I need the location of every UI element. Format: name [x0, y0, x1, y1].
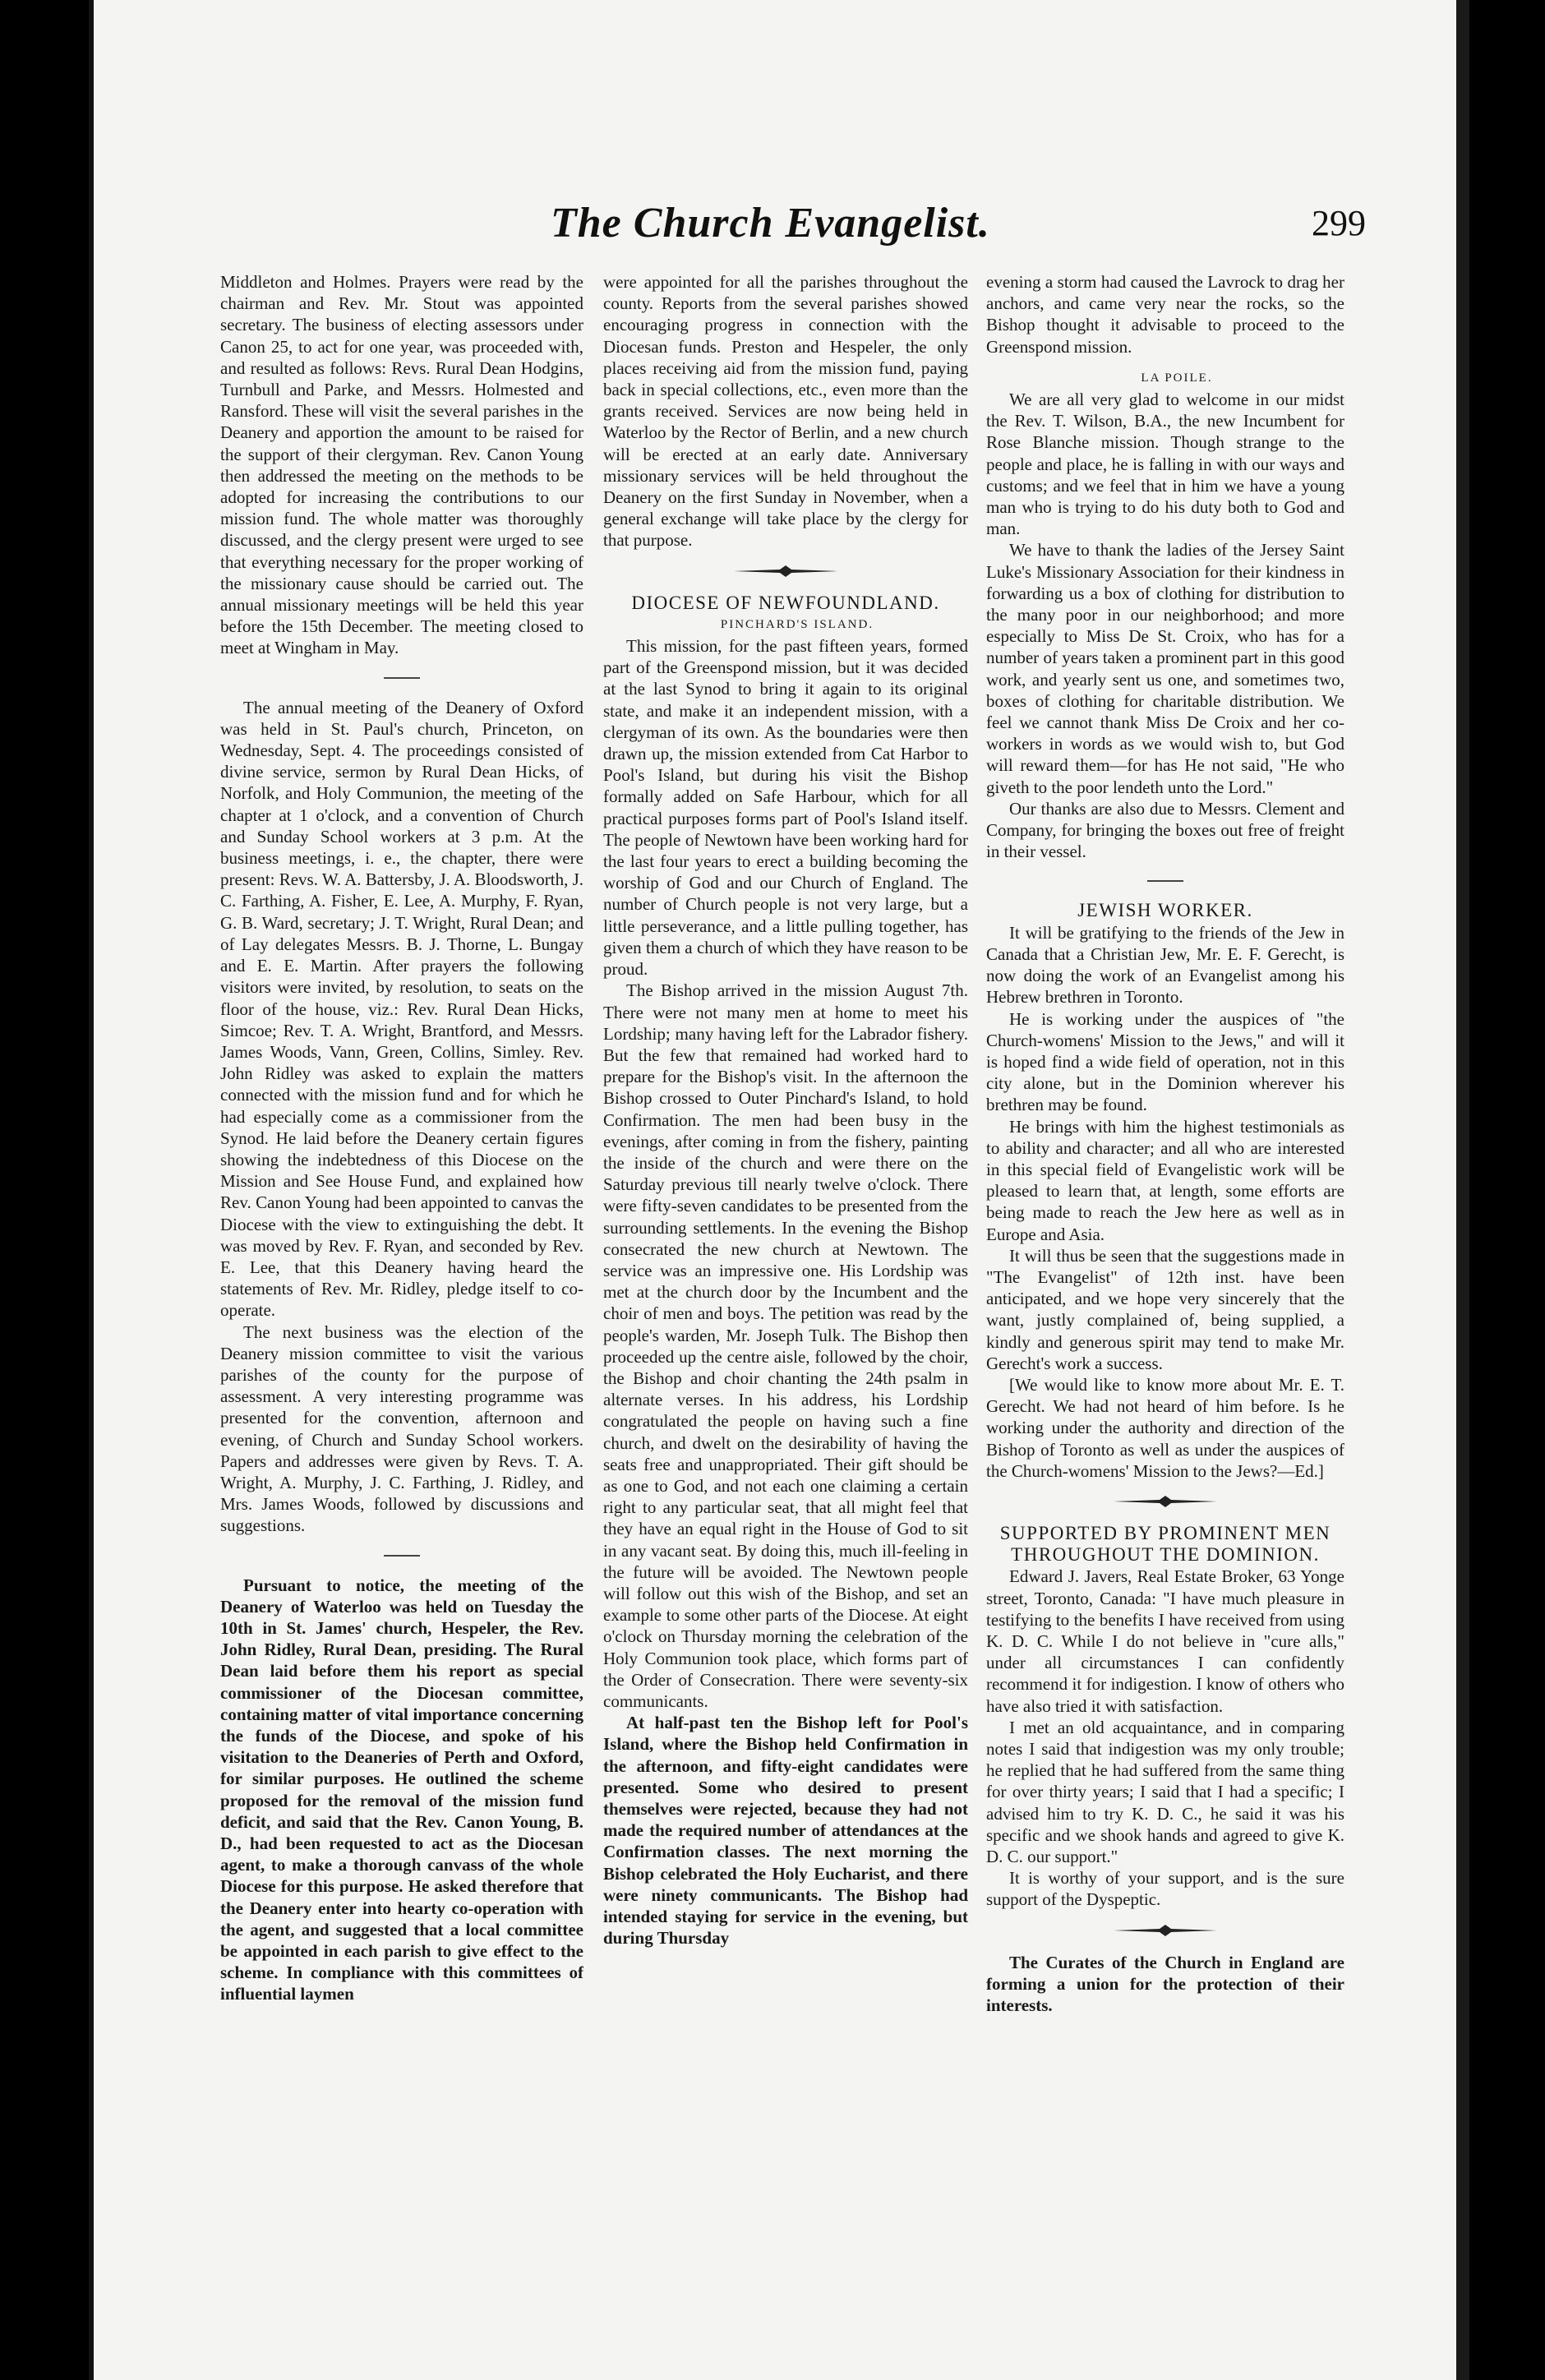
section-divider	[384, 1555, 420, 1557]
article-paragraph: It is worthy of your support, and is the sure support of the Dyspeptic.	[986, 1868, 1344, 1910]
article-paragraph: evening a storm had caused the Lavrock to drag her anchors, and came very near the rocks, so the Bishop thought it advisable to proceed to the Greenspond mission.	[986, 272, 1344, 357]
article-paragraph: This mission, for the past fifteen years, formed part of the Greenspond mission, but it was decided at the last Synod to bring it again to its original state, and make it an independent mission, with a clergyman of its own. As the boundaries were then drawn up, the mission extended from Cat Harbor to Pool's Island, but during his visit the Bishop formally added on Safe Harbour, which for all practical purposes forms part of Pool's Island itself. The people of Newtown have been working hard for the last four years to erect a building becoming the worship of God and our Church of England. The number of Church people is not very large, but a little perseverance, and a little pulling together, has given them a church of which they have reason to be proud.	[603, 636, 968, 980]
section-heading: SUPPORTED BY PROMINENT MEN THROUGHOUT THE DOMINION.	[999, 1522, 1331, 1566]
article-paragraph: At half-past ten the Bishop left for Pool's Island, where the Bishop held Confirmation in the afternoon, and fifty-eight candidates were presented. Some who desired to present themselves were rejected, because they had not made the required number of attendances at the Confirmation classes. The next morning the Bishop celebrated the Holy Eucharist, and there were ninety communicants. The Bishop had intended staying for service in the evening, but during Thursday	[603, 1713, 968, 1949]
article-paragraph: Middleton and Holmes. Prayers were read by the chairman and Rev. Mr. Stout was appointed secretary. The business of electing assessors under Canon 25, to act for one year, was proceeded with, and resulted as follows: Revs. Rural Dean Hodgins, Turnbull and Parke, and Messrs. Holmested and Ransford. These will visit the several parishes in the Deanery and apportion the amount to be raised for the support of their clergyman. Rev. Canon Young then addressed the meeting on the methods to be adopted for increasing the contributions to our mission fund. The whole matter was thoroughly discussed, and the clergy present were urged to see that everything necessary for the proper working of the missionary cause should be carried out. The annual missionary meetings will be held this year before the 15th December. The meeting closed to meet at Wingham in May.	[220, 272, 583, 658]
column-3	[986, 271, 1344, 2260]
ornamental-rule-icon	[1112, 1922, 1219, 1939]
article-paragraph: It will be gratifying to the friends of the Jew in Canada that a Christian Jew, Mr. E. F. Gerecht, is now doing the work of an Evangelist among his Hebrew brethren in Toronto.	[986, 922, 1344, 1008]
column-1	[220, 271, 583, 2260]
page-number: 299	[1312, 203, 1366, 243]
page-header	[89, 186, 1469, 260]
article-paragraph: I met an old acquaintance, and in comparing notes I said that indigestion was my only trouble; he replied that he had suffered from the same thing for over thirty years; I said that I had a specific; I advised him to try K. D. C., he said it was his specific and we shook hands and agreed to give K. D. C. our support."	[986, 1717, 1344, 1867]
article-paragraph: Pursuant to notice, the meeting of the Deanery of Waterloo was held on Tuesday the 10th in St. James' church, Hespeler, the Rev. John Ridley, Rural Dean, presiding. The Rural Dean laid before them his report as special commissioner of the Diocesan committee, containing matter of vital importance concerning the funds of the Diocese, and spoke of his visitation to the Deaneries of Perth and Oxford, for similar purposes. He outlined the scheme proposed for the removal of the mission fund deficit, and said that the Rev. Canon Young, B. D., had been requested to act as the Diocesan agent, to make a thorough canvass of the whole Diocese for this purpose. He asked therefore that the Deanery enter into hearty co-operation with the agent, and suggested that a local committee be appointed in each parish to give effect to the scheme. In compliance with this committees of influential laymen	[220, 1575, 583, 2004]
article-paragraph: He brings with him the highest testimonials as to ability and character; and all who are interested in this special field of Evangelistic work will be pleased to learn that, at length, some efforts are being made to reach the Jew here as well as in Europe and Asia.	[986, 1116, 1344, 1244]
section-subheading: LA POILE.	[1141, 371, 1213, 385]
article-paragraph: Our thanks are also due to Messrs. Clement and Company, for bringing the boxes out free of freight in their vessel.	[986, 798, 1344, 862]
article-paragraph: were appointed for all the parishes throughout the county. Reports from the several parishes showed encouraging progress in connection with the Diocesan funds. Preston and Hespeler, the only places receiving aid from the mission fund, paying back in special collections, etc., even more than the grants received. Services are now being held in Waterloo by the Rector of Berlin, and a new church will be erected at an early date. Anniversary missionary services will be held throughout the Deanery on the first Sunday in November, when a general exchange will take place by the clergy for that purpose.	[603, 272, 968, 551]
article-paragraph: The Bishop arrived in the mission August 7th. There were not many men at home to meet his Lordship; many having left for the Labrador fishery. But the few that remained had worked hard to prepare for the Bishop's visit. In the afternoon the Bishop crossed to Outer Pinchard's Island, to hold Confirmation. The men had been busy in the evenings, after coming in from the fishery, painting the inside of the church and were there on the Saturday previous till nearly twelve o'clock. There were fifty-seven candidates to be presented from the surrounding settlements. In the evening the Bishop consecrated the new church at Newtown. The service was an impressive one. His Lordship was met at the church door by the Incumbent and the choir of men and boys. The petition was read by the people's warden, Mr. Joseph Tulk. The Bishop then proceeded up the centre aisle, followed by the choir, the Bishop and choir chanting the 24th psalm in alternate verses. In his address, his Lordship congratulated the people on having such a fine church, and dwelt on the desirability of having the seats free and unappropriated. Their gift should be as one to God, and not each one claiming a certain right to any particular seat, that all might feel that they have an equal right in the House of God to sit in any vacant seat. By doing this, much ill-feeling in the future will be avoided. The Newtown people will follow out this wish of the Bishop, and set an example to some other parts of the Diocese. At eight o'clock on Thursday morning the celebration of the Holy Communion took place, which forms part of the Order of Consecration. There were seventy-six communicants.	[603, 980, 968, 1711]
article-paragraph: It will thus be seen that the suggestions made in "The Evangelist" of 12th inst. have been anticipated, and we hope very sincerely that the want, justly complained of, being supplied, a kindly and generous spirit may tend to make Mr. Gerecht's work a success.	[986, 1245, 1344, 1373]
column-2	[603, 271, 968, 2260]
section-heading: DIOCESE OF NEWFOUNDLAND.	[631, 592, 940, 613]
newspaper-page	[89, 0, 1469, 2380]
article-paragraph: He is working under the auspices of "the Church-womens' Mission to the Jews," and will it is hoped find a wide field of operation, not in this city alone, but in the Dominion wherever his brethren may be found.	[986, 1008, 1344, 1115]
article-paragraph: The Curates of the Church in England are forming a union for the protection of their interests.	[986, 1952, 1344, 2016]
masthead-title: The Church Evangelist.	[551, 200, 990, 247]
section-subheading: PINCHARD'S ISLAND.	[720, 617, 874, 631]
article-paragraph: We have to thank the ladies of the Jersey Saint Luke's Missionary Association for their kindness in forwarding us a box of clothing for distribution to the many poor in our neighborhood; and more especially to Miss De St. Croix, who has for a number of years taken a prominent part in this good work, and yearly sent us one, and sometimes two, boxes of clothing for charitable distribution. We feel we cannot thank Miss De Croix and her co-workers in words as we would wish to, but God will reward them—for has He not said, "He who giveth to the poor lendeth unto the Lord."	[986, 540, 1344, 797]
page-edge-shadow	[1456, 0, 1469, 2380]
article-paragraph: We are all very glad to welcome in our midst the Rev. T. Wilson, B.A., the new Incumbent for Rose Blanche mission. Though strange to the people and place, he is falling in with our ways and customs; and we feel that in him we have a young man who is trying to do his duty both to God and man.	[986, 390, 1344, 539]
section-heading: JEWISH WORKER.	[1077, 900, 1253, 921]
ornamental-rule-icon	[732, 563, 839, 579]
section-divider	[1147, 880, 1183, 882]
section-divider	[384, 677, 420, 679]
ornamental-rule-icon	[1112, 1493, 1219, 1510]
binding-edge	[89, 0, 94, 2380]
article-paragraph: The annual meeting of the Deanery of Oxford was held in St. Paul's church, Princeton, on Wednesday, Sept. 4. The proceedings consisted of divine service, sermon by Rural Dean Hicks, of Norfolk, and Holy Communion, the meeting of the chapter at 1 o'clock, and a convention of Church and Sunday School workers at 3 p.m. At the business meetings, i. e., the chapter, there were present: Revs. W. A. Battersby, J. A. Bloodsworth, J. C. Farthing, A. Fisher, E. Lee, A. Murphy, F. Ryan, G. B. Ward, secretary; J. T. Wright, Rural Dean; and of Lay delegates Messrs. B. J. Thorne, L. Bungay and E. E. Martin. After prayers the following visitors were invited, by resolution, to seats on the floor of the house, viz.: Rev. Rural Dean Hicks, Simcoe; Rev. T. A. Wright, Brantford, and Messrs. James Woods, Vann, Green, Collins, Simley. Rev. John Ridley was asked to explain the matters connected with the mission fund and for which he had especially come as a commissioner from the Synod. He laid before the Deanery certain figures showing the indebtedness of this Diocese on the Mission and See House Fund, and explained how Rev. Canon Young had been appointed to canvas the Diocese with the view to extinguishing the debt. It was moved by Rev. F. Ryan, and seconded by Rev. E. Lee, that this Deanery having heard the statements of Rev. Mr. Ridley, pledge itself to co-operate.	[220, 697, 583, 1321]
article-paragraph: Edward J. Javers, Real Estate Broker, 63 Yonge street, Toronto, Canada: "I have much pleasure in testifying to the benefits I have received from using K. D. C. While I do not believe in "cure alls," under all circumstances I can confidently recommend it for indigestion. I know of others who have also tried it with satisfaction.	[986, 1566, 1344, 1716]
article-paragraph: The next business was the election of the Deanery mission committee to visit the various parishes of the county for the purpose of assessment. A very interesting programme was presented for the convention, afternoon and evening, of Church and Sunday School workers. Papers and addresses were given by Revs. T. A. Wright, A. Murphy, J. C. Farthing, J. Ridley, and Mrs. James Woods, followed by discussions and suggestions.	[220, 1321, 583, 1536]
editor-note: [We would like to know more about Mr. E. T. Gerecht. We had not heard of him before. Is he working under the authority and direction of the Bishop of Toronto as well as under the auspices of the Church-womens' Mission to the Jews?—Ed.]	[986, 1374, 1344, 1481]
